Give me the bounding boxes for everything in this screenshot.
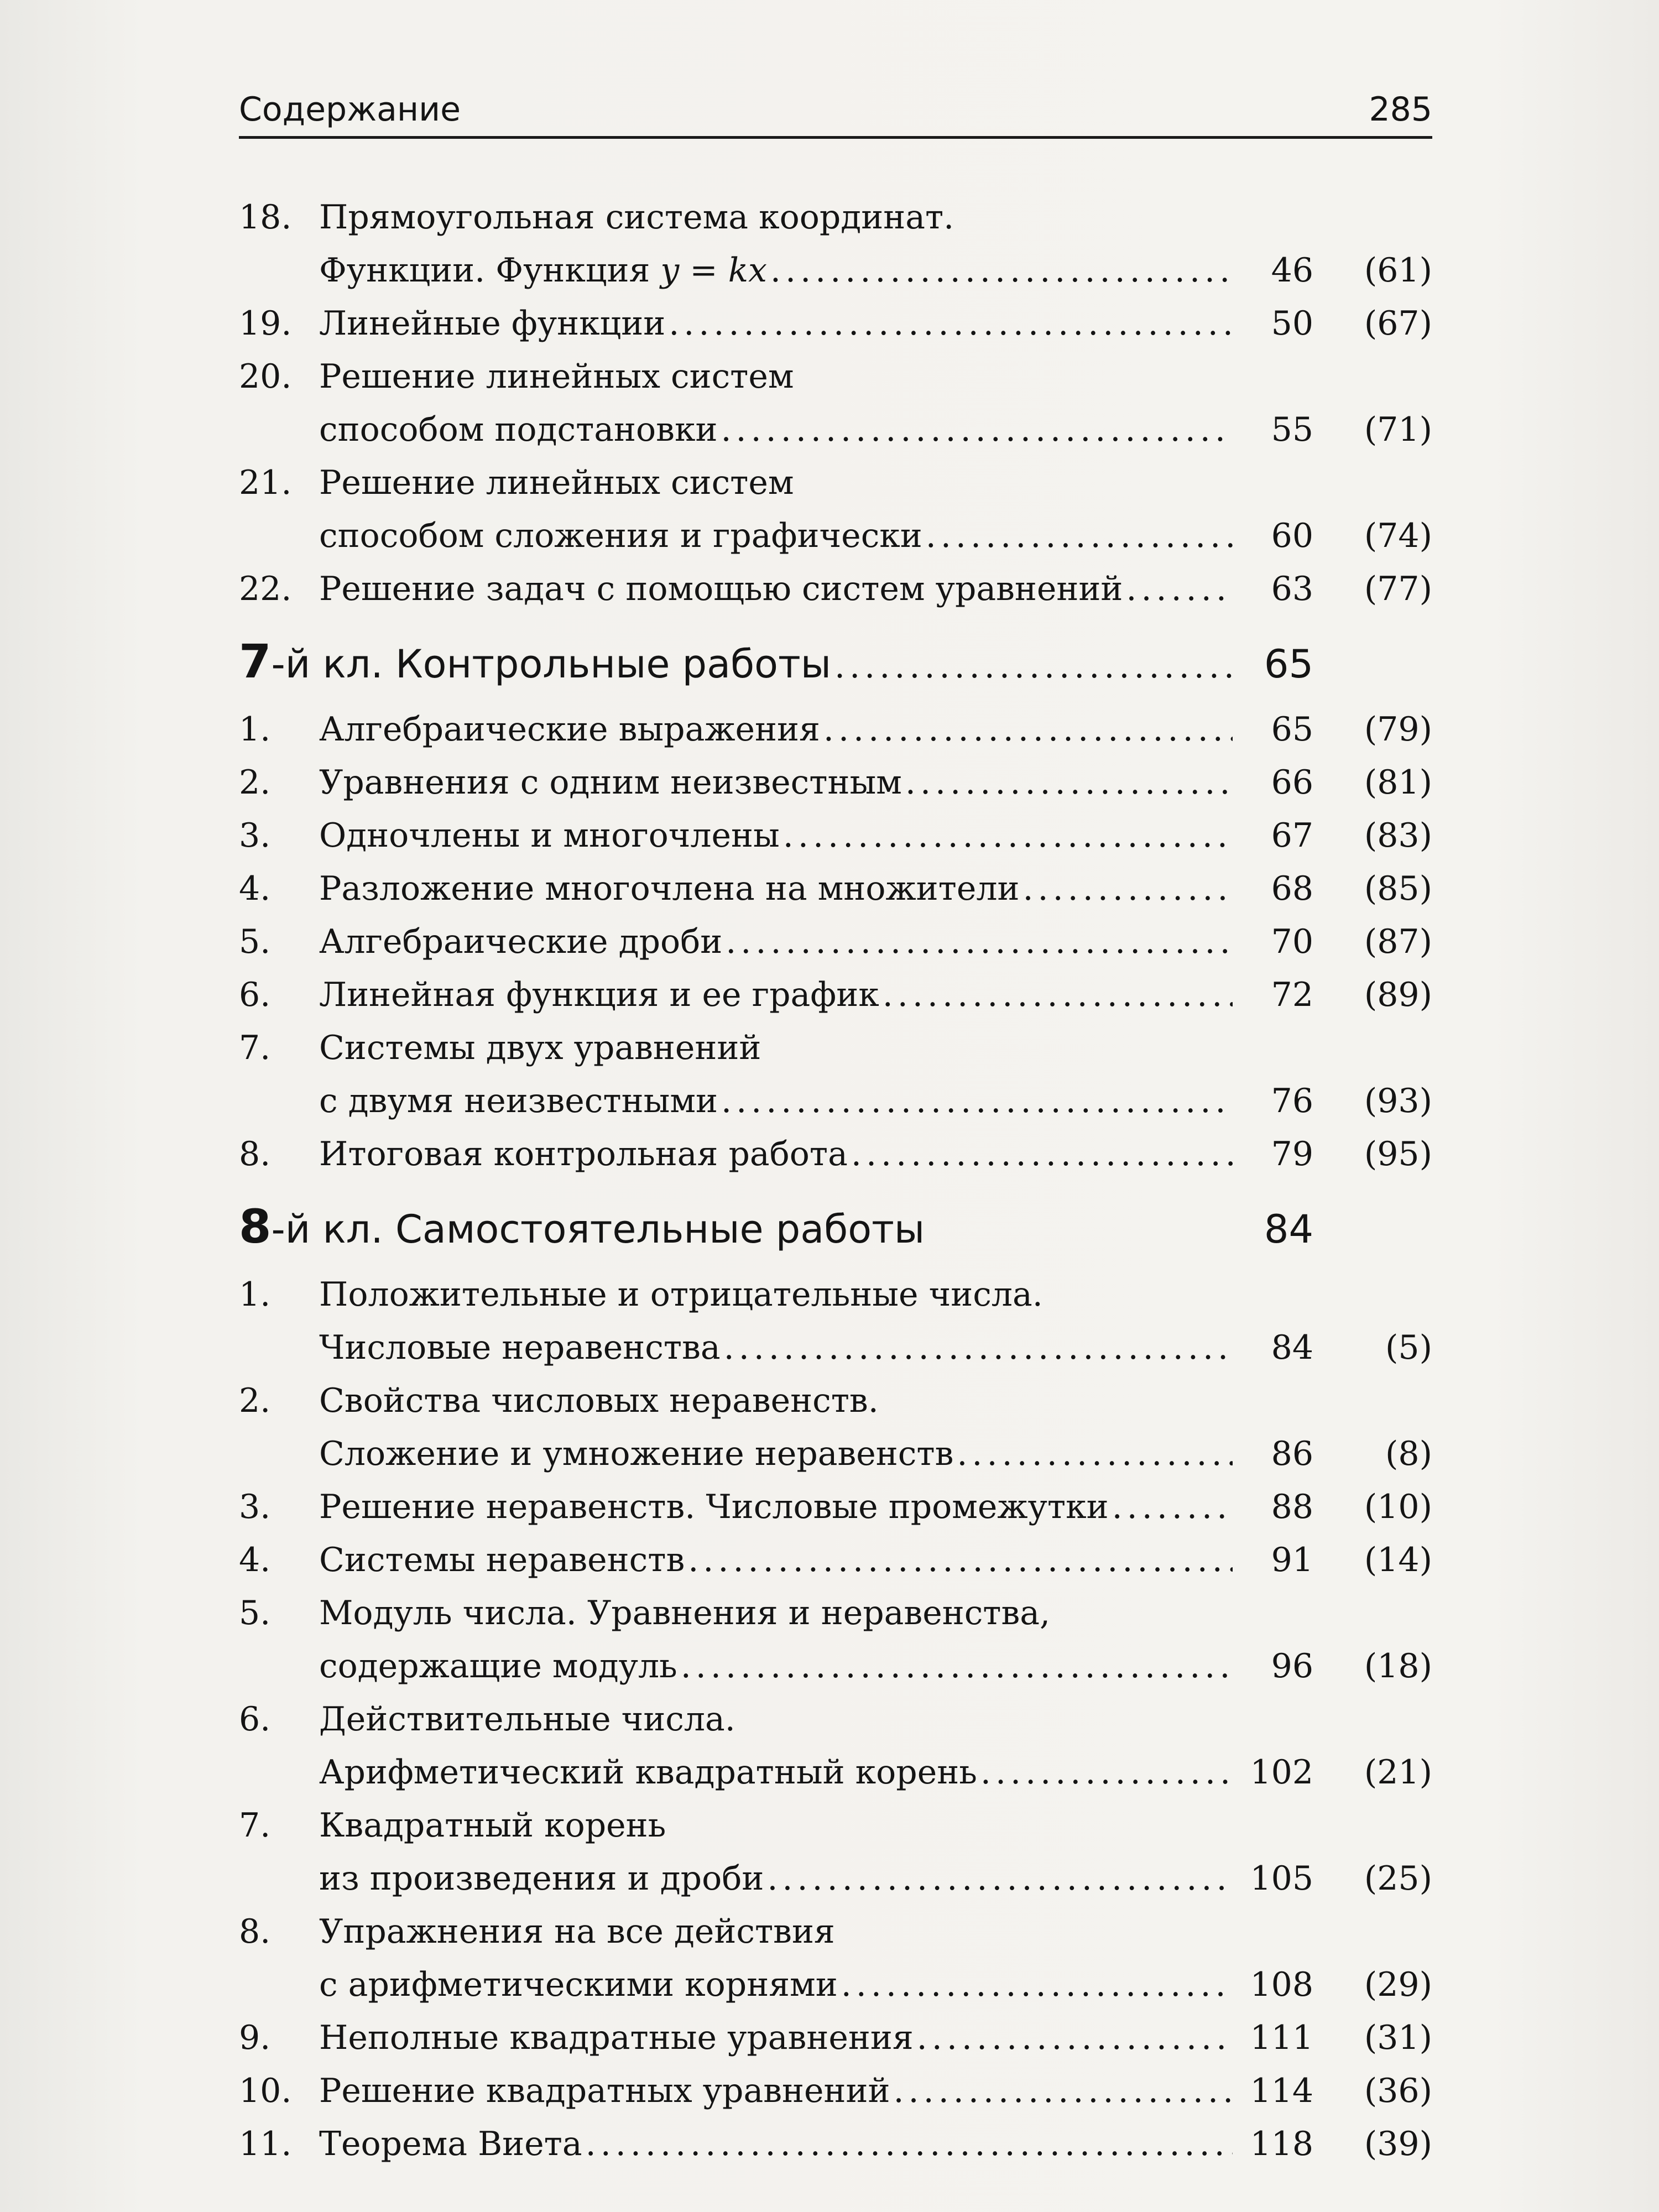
entry-page: 55	[1271, 410, 1313, 449]
entry-number: 2.	[239, 763, 271, 802]
entry-number: 5.	[239, 922, 271, 961]
entry-title: Линейная функция и ее график	[319, 975, 879, 1014]
toc-entry	[239, 703, 1432, 756]
leader-dots	[980, 1746, 1233, 1799]
toc-entry	[239, 191, 1432, 297]
entry-page: 91	[1271, 1541, 1313, 1579]
entry-title: Решение задач с помощью систем уравнений	[319, 570, 1123, 608]
entry-number: 18.	[239, 198, 292, 237]
entry-answer-page: (95)	[1364, 1135, 1432, 1173]
toc-entry	[239, 968, 1432, 1021]
leader-dots	[1022, 862, 1233, 915]
entry-title: Алгебраические дроби	[319, 922, 723, 961]
entry-page: 72	[1271, 975, 1313, 1014]
leader-dots	[669, 297, 1233, 350]
leader-dots	[783, 809, 1233, 862]
entry-title: Квадратный корень	[319, 1806, 666, 1845]
entry-title: Системы двух уравнений	[319, 1029, 761, 1067]
entry-answer-page: (10)	[1364, 1488, 1432, 1526]
entry-page: 76	[1271, 1082, 1313, 1120]
toc-entry	[239, 2117, 1432, 2171]
leader-dots	[905, 756, 1233, 809]
entry-page: 114	[1250, 2072, 1313, 2110]
toc-entry	[239, 862, 1432, 915]
entry-number: 1.	[239, 1275, 271, 1314]
entry-answer-page: (8)	[1385, 1434, 1432, 1473]
entry-number: 7.	[239, 1029, 271, 1067]
formula: y = kx	[660, 251, 767, 290]
entry-answer-page: (89)	[1364, 975, 1432, 1014]
entry-number: 10.	[239, 2072, 292, 2110]
entry-title: Системы неравенств	[319, 1541, 685, 1579]
entry-number: 4.	[239, 1541, 271, 1579]
entry-number: 8.	[239, 1912, 271, 1951]
leader-dots	[726, 915, 1233, 968]
entry-title: Решение линейных систем	[319, 463, 794, 502]
leader-dots	[1112, 1480, 1233, 1533]
toc-entry	[239, 1533, 1432, 1587]
table-of-contents	[239, 191, 1432, 2171]
leader-dots	[721, 1074, 1233, 1128]
leader-dots	[893, 2064, 1233, 2117]
entry-number: 19.	[239, 304, 292, 343]
entry-page: 88	[1271, 1488, 1313, 1526]
toc-entry	[239, 1587, 1432, 1693]
entry-title-continued: Сложение и умножение неравенств	[319, 1434, 954, 1473]
entry-answer-page: (25)	[1364, 1859, 1432, 1898]
entry-page: 79	[1271, 1135, 1313, 1173]
entry-page: 65	[1271, 710, 1313, 749]
entry-title: Уравнения с одним неизвестным	[319, 763, 902, 802]
section-heading	[239, 620, 1432, 703]
entry-page: 111	[1250, 2018, 1313, 2057]
entry-title-continued: способом сложения и графически	[319, 517, 922, 555]
entry-title: Решение квадратных уравнений	[319, 2072, 890, 2110]
entry-page: 118	[1250, 2125, 1313, 2163]
entry-title: Положительные и отрицательные числа.	[319, 1275, 1043, 1314]
entry-title-continued: способом подстановки	[319, 410, 718, 449]
entry-title: Линейные функции	[319, 304, 666, 343]
entry-title: Разложение многочлена на множители	[319, 869, 1020, 908]
entry-page: 50	[1271, 304, 1313, 343]
page-title: Содержание	[239, 90, 461, 129]
toc-entry	[239, 2064, 1432, 2117]
entry-page: 60	[1271, 517, 1313, 555]
toc-entry	[239, 756, 1432, 809]
entry-page: 63	[1271, 570, 1313, 608]
entry-title-continued: с двумя неизвестными	[319, 1082, 718, 1120]
section-page: 84	[1264, 1207, 1313, 1252]
entry-title: Одночлены и многочлены	[319, 816, 780, 855]
entry-title-continued: Функции. Функция y = kx	[319, 251, 767, 290]
section-grade-number: 7	[239, 634, 272, 688]
entry-answer-page: (93)	[1364, 1082, 1432, 1120]
leader-dots	[883, 968, 1233, 1021]
toc-entry	[239, 562, 1432, 615]
entry-page: 67	[1271, 816, 1313, 855]
entry-number: 5.	[239, 1594, 271, 1632]
entry-number: 6.	[239, 1700, 271, 1739]
entry-title: Теорема Виета	[319, 2125, 582, 2163]
toc-entry	[239, 456, 1432, 562]
toc-entry	[239, 1799, 1432, 1905]
leader-dots	[917, 2011, 1233, 2064]
entry-page: 96	[1271, 1647, 1313, 1686]
toc-entry	[239, 915, 1432, 968]
entry-title-continued: с арифметическими корнями	[319, 1965, 838, 2004]
section-grade-number: 8	[239, 1199, 272, 1254]
section-page: 65	[1264, 641, 1313, 687]
entry-title: Прямоугольная система координат.	[319, 198, 954, 237]
entry-number: 11.	[239, 2125, 292, 2163]
entry-title: Действительные числа.	[319, 1700, 735, 1739]
entry-page: 105	[1250, 1859, 1313, 1898]
entry-page: 46	[1271, 251, 1313, 290]
toc-entry	[239, 809, 1432, 862]
entry-number: 3.	[239, 1488, 271, 1526]
entry-answer-page: (29)	[1364, 1965, 1432, 2004]
entry-title: Модуль числа. Уравнения и неравенства,	[319, 1594, 1051, 1632]
entry-title: Итоговая контрольная работа	[319, 1135, 848, 1173]
toc-entry	[239, 1268, 1432, 1374]
leader-dots	[926, 509, 1233, 562]
leader-dots	[957, 1427, 1233, 1480]
entry-answer-page: (61)	[1364, 251, 1432, 290]
entry-title-continued: содержащие модуль	[319, 1647, 677, 1686]
leader-dots	[834, 625, 1233, 708]
leader-dots	[724, 1321, 1233, 1374]
entry-page: 108	[1250, 1965, 1313, 2004]
entry-number: 6.	[239, 975, 271, 1014]
entry-page: 68	[1271, 869, 1313, 908]
toc-entry	[239, 1480, 1432, 1533]
entry-answer-page: (85)	[1364, 869, 1432, 908]
entry-title: Свойства числовых неравенств.	[319, 1381, 879, 1420]
entry-number: 20.	[239, 357, 292, 396]
toc-entry	[239, 1128, 1432, 1181]
toc-entry	[239, 1905, 1432, 2011]
entry-number: 4.	[239, 869, 271, 908]
section-title: -й кл. Контрольные работы	[271, 641, 832, 687]
entry-answer-page: (77)	[1364, 570, 1432, 608]
entry-answer-page: (81)	[1364, 763, 1432, 802]
leader-dots	[721, 403, 1233, 456]
toc-entry	[239, 1374, 1432, 1480]
entry-answer-page: (74)	[1364, 517, 1432, 555]
entry-answer-page: (14)	[1364, 1541, 1432, 1579]
entry-answer-page: (79)	[1364, 710, 1432, 749]
section-title: -й кл. Самостоятельные работы	[271, 1207, 925, 1252]
toc-entry	[239, 1021, 1432, 1128]
entry-answer-page: (39)	[1364, 2125, 1432, 2163]
entry-number: 3.	[239, 816, 271, 855]
section-heading	[239, 1185, 1432, 1268]
entry-number: 8.	[239, 1135, 271, 1173]
entry-title-continued: Арифметический квадратный корень	[319, 1753, 977, 1792]
entry-answer-page: (21)	[1364, 1753, 1432, 1792]
entry-number: 9.	[239, 2018, 271, 2057]
entry-page: 84	[1271, 1328, 1313, 1367]
entry-title: Решение неравенств. Числовые промежутки	[319, 1488, 1109, 1526]
toc-entry	[239, 297, 1432, 350]
entry-answer-page: (87)	[1364, 922, 1432, 961]
entry-answer-page: (36)	[1364, 2072, 1432, 2110]
entry-answer-page: (67)	[1364, 304, 1432, 343]
entry-title-continued: Числовые неравенства	[319, 1328, 721, 1367]
entry-answer-page: (83)	[1364, 816, 1432, 855]
entry-title: Неполные квадратные уравнения	[319, 2018, 914, 2057]
entry-number: 2.	[239, 1381, 271, 1420]
leader-dots	[586, 2117, 1233, 2171]
toc-entry	[239, 350, 1432, 456]
entry-number: 21.	[239, 463, 292, 502]
entry-answer-page: (71)	[1364, 410, 1432, 449]
entry-number: 22.	[239, 570, 292, 608]
entry-page: 70	[1271, 922, 1313, 961]
entry-title: Упражнения на все действия	[319, 1912, 835, 1951]
entry-page: 86	[1271, 1434, 1313, 1473]
entry-answer-page: (31)	[1364, 2018, 1432, 2057]
leader-dots	[1126, 562, 1233, 615]
entry-title: Алгебраические выражения	[319, 710, 820, 749]
entry-answer-page: (5)	[1385, 1328, 1432, 1367]
leader-dots	[688, 1533, 1233, 1587]
entry-title-continued: из произведения и дроби	[319, 1859, 764, 1898]
entry-number: 7.	[239, 1806, 271, 1845]
toc-entry	[239, 2011, 1432, 2064]
leader-dots	[770, 244, 1233, 297]
page-header	[239, 83, 1432, 139]
entry-answer-page: (18)	[1364, 1647, 1432, 1686]
toc-entry	[239, 1693, 1432, 1799]
entry-page: 102	[1250, 1753, 1313, 1792]
entry-title: Решение линейных систем	[319, 357, 794, 396]
leader-dots	[851, 1128, 1233, 1181]
page-number: 285	[1369, 90, 1432, 129]
leader-dots	[823, 703, 1233, 756]
leader-dots	[767, 1852, 1233, 1905]
entry-page: 66	[1271, 763, 1313, 802]
leader-dots	[841, 1958, 1233, 2011]
leader-dots	[681, 1640, 1233, 1693]
entry-number: 1.	[239, 710, 271, 749]
